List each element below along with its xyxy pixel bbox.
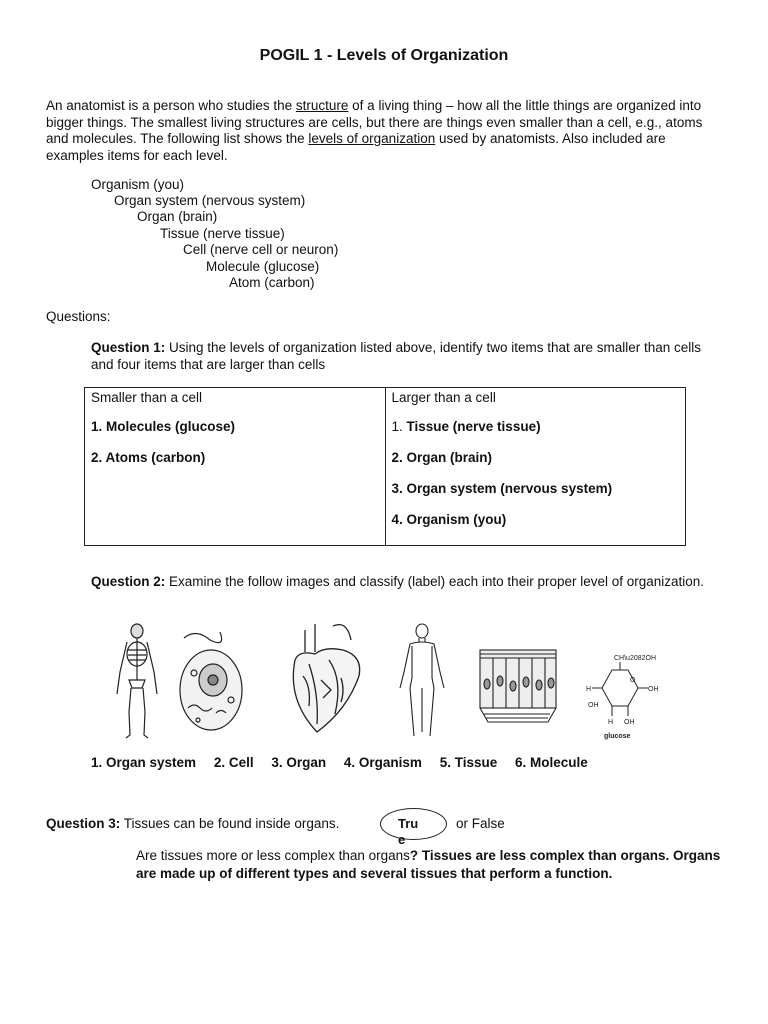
image-label-1: 1. Organ system [91,755,197,770]
answer-table [84,387,686,546]
smaller-header: Smaller than a cell [91,390,203,405]
intro-paragraph [46,98,726,164]
smaller-than-cell-column [85,388,386,546]
glucose-caption: glucose [604,733,631,740]
organization-images [108,620,668,745]
level-tissue: Tissue (nerve tissue) [160,226,285,241]
svg-text:OH: OH [624,719,635,726]
level-organ-system: Organ system (nervous system) [114,193,306,208]
question-3-followup [136,847,726,883]
followup-question-mark: ? [409,848,419,863]
question-3-label: Question 3: [46,816,121,831]
level-molecule: Molecule (glucose) [206,259,320,274]
question-2-text: Examine the follow images and classify (label) each into their proper level of organization. [165,574,705,589]
image-label-3: 3. Organ [271,755,327,770]
question-3 [46,816,339,831]
svg-text:O: O [630,677,636,684]
larger-item-2-text: 2. Organ (brain) [391,450,493,465]
larger-item-1 [392,419,680,450]
intro-underline-structure: structure [295,98,349,113]
smaller-item-1 [91,419,379,450]
tissue-illustration [478,648,558,728]
svg-text:OH: OH [588,702,599,709]
image-label-4: 4. Organism [343,755,422,770]
glucose-molecule-illustration [584,652,662,740]
question-2-label: Question 2: [91,574,166,589]
or-false-text: or False [456,816,505,831]
skeleton-illustration [112,622,162,740]
svg-text:H: H [608,719,614,726]
larger-item-3-text: 3. Organ system (nervous system) [391,481,613,496]
image-label-5: 5. Tissue [439,755,498,770]
larger-item-4 [392,512,680,543]
svg-text:OH: OH [648,686,659,693]
human-body-illustration [396,622,448,740]
larger-item-2 [392,450,680,481]
intro-underline-levels: levels of organization [308,131,436,146]
questions-heading: Questions: [46,309,111,324]
intro-text-1: An anatomist is a person who studies the [46,98,296,113]
followup-question: Are tissues more or less complex than organs [136,848,410,863]
larger-item-1-num: 1. [391,419,407,434]
question-1-text: Using the levels of organization listed above, identify two items that are smaller than cells and four items that are larger than cells [91,340,702,372]
followup-answer: Tissues are less complex than organs. Organs are made up of different types and several tissues that perform a function. [136,848,721,881]
page-title: POGIL 1 - Levels of Organization [259,47,509,64]
larger-item-1-text: Tissue (nerve tissue) [406,419,541,434]
larger-header: Larger than a cell [391,390,496,405]
level-cell: Cell (nerve cell or neuron) [183,242,339,257]
smaller-item-2 [91,450,379,481]
question-1 [91,340,721,373]
intro-text-2: of a living thing – how all the little things are organized into bigger things. The smallest living structures are cells, but there are things even smaller than a cell, e.g., atoms and molecules. The following list shows the [46,98,703,146]
true-answer-text: True [398,816,419,847]
image-labels [91,755,602,770]
cell-illustration [176,628,246,738]
image-label-2: 2. Cell [213,755,254,770]
svg-text:CH\u2082OH: CH\u2082OH [614,655,657,662]
level-organ: Organ (brain) [137,209,218,224]
level-organism: Organism (you) [91,177,185,192]
smaller-item-2-text: 2. Atoms (carbon) [91,450,206,465]
larger-item-4-text: 4. Organism (you) [391,512,507,527]
question-2 [91,573,721,590]
question-1-label: Question 1: [91,340,166,355]
larger-item-3 [392,481,680,512]
image-label-6: 6. Molecule [515,755,588,770]
level-atom: Atom (carbon) [229,275,315,290]
question-3-text: Tissues can be found inside organs. [120,816,340,831]
intro-text-3: used by anatomists. Also included are examples items for each level. [46,131,666,163]
larger-than-cell-column [385,388,686,546]
heart-illustration [285,620,367,740]
smaller-item-1-text: 1. Molecules (glucose) [91,419,236,434]
svg-text:H: H [586,686,592,693]
